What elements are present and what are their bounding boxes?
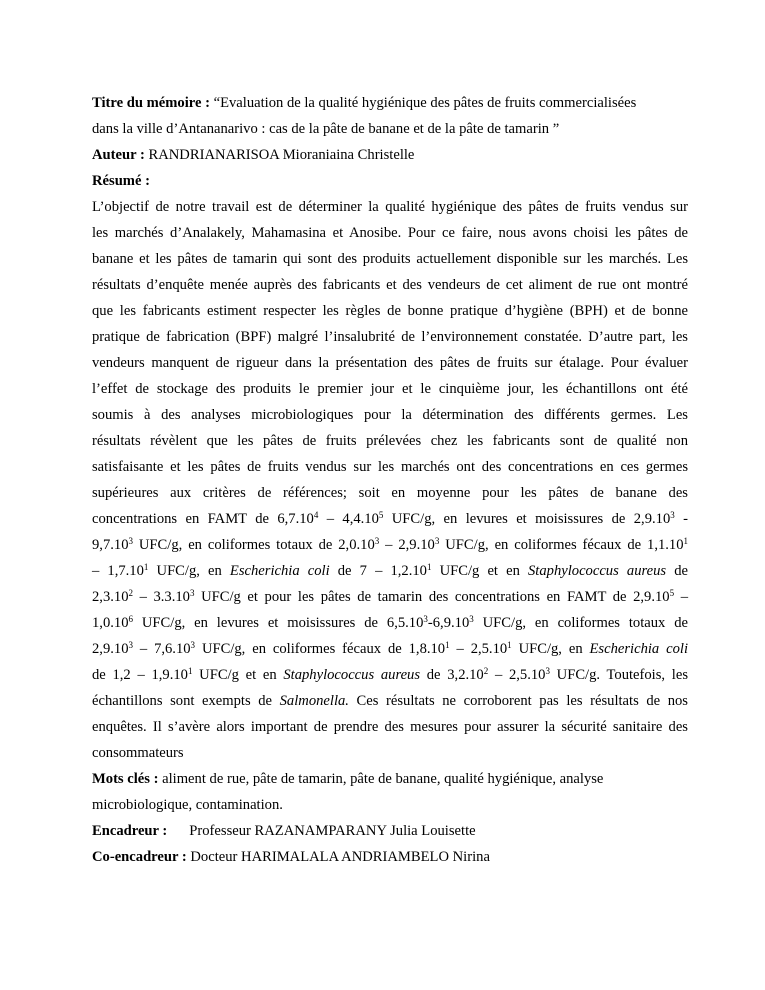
cosupervisor-name: Docteur HARIMALALA ANDRIAMBELO Nirina [190,849,490,865]
supervisor-label: Encadreur : [92,823,168,839]
supervisor-line [92,818,688,844]
title-line-2: dans la ville d’Antananarivo : cas de la pâte de banane et de la pâte de tamarin ” [92,121,560,137]
abstract-line-15: – 1,7.10$^1$ UFC/g, en Escherichia coli de 7 – 1,2.10$^1$ UFC/g et en Staphylococcus aureus de [92,562,688,579]
abstract-line-21: enquêtes. Il s’avère alors important de prendre des mesures pour assurer la sécurité sanitaire des [92,719,688,735]
abstract-line-1: L’objectif de notre travail est de déterminer la qualité hygiénique des pâtes de fruits vendus sur [92,199,688,215]
abstract-line-8: l’effet de stockage des produits le premier jour et le cinquième jour, les échantillons ont été [92,381,688,397]
author-label: Auteur : [92,147,145,163]
title-text-1: “Evaluation de la qualité hygiénique des pâtes de fruits commercialisées [213,95,637,111]
title-line-1 [92,90,688,116]
author-line [92,142,688,168]
abstract-line-2: les marchés d’Analakely, Mahamasina et Anosibe. Pour ce faire, nous avons choisi les pâtes de [92,225,688,241]
keywords-line-1 [92,766,688,792]
abstract-line-10: résultats révèlent que les pâtes de fruits prélevées chez les fabricants sont de qualité non [92,433,688,449]
title-label: Titre du mémoire : [92,95,210,111]
cosupervisor-label: Co-encadreur : [92,849,187,865]
abstract-line-7: vendeurs manquent de rigueur dans la présentation des pâtes de fruits sur étalage. Pour évaluer [92,355,688,371]
abstract-line-18: 2,9.10$^3$ – 7,6.10$^3$ UFC/g, en coliformes fécaux de 1,8.10$^1$ – 2,5.10$^1$ UFC/g, en Escherichia coli [92,640,688,657]
abstract-line-9: soumis à des analyses microbiologiques pour la détermination des différents germes. Les [92,407,688,423]
keywords-line-2: microbiologique, contamination. [92,797,283,813]
abstract-line-14: 9,7.10$^3$ UFC/g, en coliformes totaux de 2,0.10$^3$ – 2,9.10$^3$ UFC/g, en coliformes fécaux de 1,1.10$^1$ [92,536,689,553]
abstract-line-20: échantillons sont exempts de Salmonella. Ces résultats ne corroborent pas les résultats de nos [92,693,688,709]
keywords-text-1: aliment de rue, pâte de tamarin, pâte de banane, qualité hygiénique, analyse [158,771,604,787]
abstract-line-4: résultats d’enquête menée auprès des fabricants et des vendeurs de cet aliment de rue ont montré [92,277,688,293]
keywords-label: Mots clés : [92,771,159,787]
abstract-line-6: pratique de fabrication (BPF) malgré l’insalubrité de l’environnement constatée. D’autre part, les [92,329,688,345]
abstract-line-13: concentrations en FAMT de 6,7.10$^4$ – 4,4.10$^5$ UFC/g, en levures et moisissures de 2,9.10$^3$ - [92,510,688,527]
abstract-line-12: supérieures aux critères de références; soit en moyenne pour les pâtes de banane des [92,485,688,501]
abstract-line-22: consommateurs [92,745,184,761]
cosupervisor-line [92,844,688,870]
document-page [92,90,688,870]
abstract-line-11: satisfaisante et les pâtes de fruits vendus sur les marchés ont des concentrations en ces germes [92,459,688,475]
resume-label: Résumé : [92,173,150,189]
abstract-line-3: banane et les pâtes de tamarin qui sont des produits actuellement disponible sur les marchés. Les [92,251,688,267]
abstract-line-17: 1,0.10$^6$ UFC/g, en levures et moisissures de 6,5.10$^3$-6,9.10$^3$ UFC/g, en coliformes totaux de [92,614,688,631]
author-name: RANDRIANARISOA Mioraniaina Christelle [148,147,415,163]
abstract-line-16: 2,3.10$^2$ – 3.3.10$^3$ UFC/g et pour les pâtes de tamarin des concentrations en FAMT de 2,9.10$^5$ – [92,588,689,605]
abstract-line-5: que les fabricants estiment respecter les règles de bonne pratique d’hygiène (BPH) et de bonne [92,303,688,319]
abstract-line-19: de 1,2 – 1,9.10$^1$ UFC/g et en Staphylococcus aureus de 3,2.10$^2$ – 2,5.10$^3$ UFC/g. Toutefois, les [92,666,688,683]
supervisor-name: Professeur RAZANAMPARANY Julia Louisette [189,823,476,839]
